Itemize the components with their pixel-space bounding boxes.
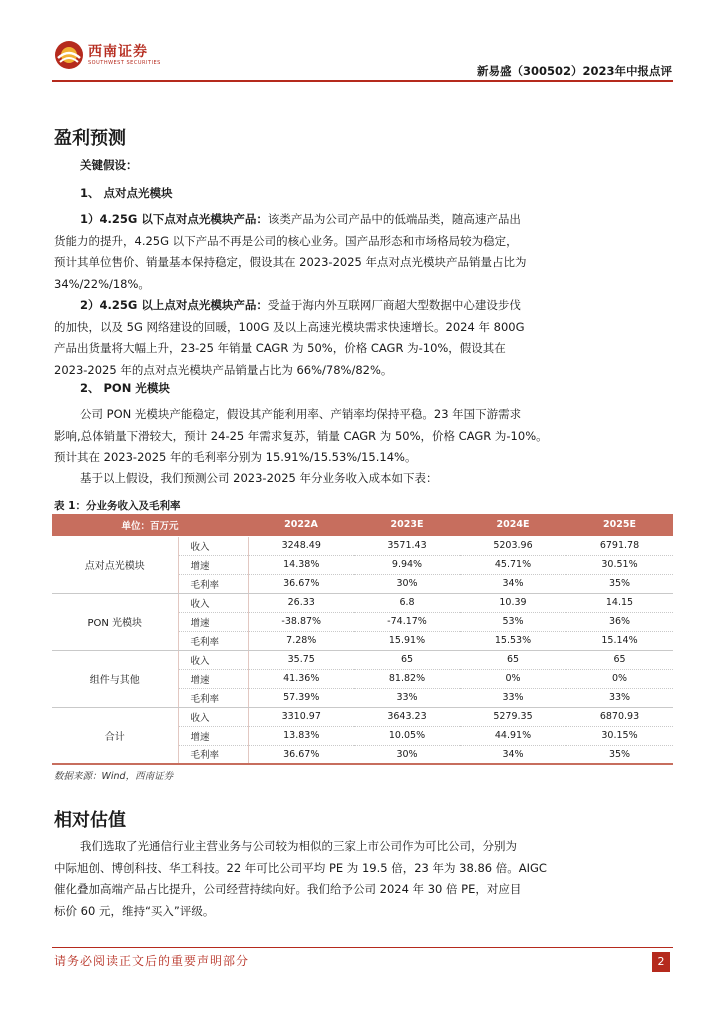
metric-cell: 毛利率	[178, 745, 248, 764]
footer-disclaimer: 请务必阅读正文后的重要声明部分	[54, 954, 250, 968]
value-cell: 30.51%	[566, 555, 673, 574]
value-cell: 6791.78	[566, 536, 673, 555]
valuation-line4: 标价 60 元，维持“买入”评级。	[54, 903, 215, 918]
valuation-line1: 我们选取了光通信行业主营业务与公司较为相似的三家上市公司作为可比公司，分别为	[80, 839, 517, 853]
key-assumptions-label: 关键假设：	[80, 158, 138, 172]
value-cell: 15.91%	[354, 631, 460, 650]
value-cell: 33%	[460, 688, 566, 707]
metric-cell: 收入	[178, 536, 248, 555]
valuation-line2: 中际旭创、博创科技、华工科技。22 年可比公司平均 PE 为 19.5 倍，23 年为 38.86 倍。AIGC	[54, 860, 547, 875]
year-header: 2022A	[248, 514, 354, 536]
value-cell: 15.14%	[566, 631, 673, 650]
value-cell: 7.28%	[248, 631, 354, 650]
value-cell: 44.91%	[460, 726, 566, 745]
valuation-line3: 催化叠加高端产品占比提升，公司经营持续向好。我们给予公司 2024 年 30 倍 PE，对应目	[54, 882, 522, 896]
value-cell: 15.53%	[460, 631, 566, 650]
value-cell: 0%	[566, 669, 673, 688]
value-cell: 30.15%	[566, 726, 673, 745]
table-row	[52, 593, 673, 612]
segment-cell: 组件与其他	[52, 650, 178, 707]
value-cell: 5279.35	[460, 707, 566, 726]
summary-line: 基于以上假设，我们预测公司 2023-2025 年分业务收入成本如下表：	[80, 471, 438, 485]
item1-sub2-label: 2）4.25G 以上点对点光模块产品：	[80, 298, 268, 312]
item1-sub1-label: 1）4.25G 以下点对点光模块产品：	[80, 212, 268, 226]
item2-title: 2、 PON 光模块	[80, 381, 170, 395]
item1-sub1-line4: 34%/22%/18%。	[54, 276, 150, 291]
financial-table	[52, 514, 673, 765]
value-cell: 0%	[460, 669, 566, 688]
item2-paragraph	[54, 404, 675, 469]
value-cell: 57.39%	[248, 688, 354, 707]
page-number: 2	[652, 952, 670, 972]
value-cell: 3248.49	[248, 536, 354, 555]
item1-sub1-line2: 货能力的提升，4.25G 以下产品不再是公司的核心业务。国产品形态和市场格局较为稳定，	[54, 233, 518, 248]
value-cell: 10.39	[460, 593, 566, 612]
value-cell: 35%	[566, 574, 673, 593]
segment-cell: PON 光模块	[52, 593, 178, 650]
metric-cell: 增速	[178, 726, 248, 745]
section-title-forecast: 盈利预测	[54, 128, 126, 149]
value-cell: 33%	[566, 688, 673, 707]
brand-name-en: SOUTHWEST SECURITIES	[88, 59, 161, 66]
metric-cell: 收入	[178, 650, 248, 669]
metric-cell: 收入	[178, 593, 248, 612]
item2-line2: 影响,总体销量下滑较大，预计 24-25 年需求复苏，销量 CAGR 为 50%，价格 CAGR 为-10%。	[54, 428, 548, 443]
value-cell: 65	[460, 650, 566, 669]
value-cell: 14.38%	[248, 555, 354, 574]
brand-logo-icon	[54, 40, 84, 70]
table-row	[52, 650, 673, 669]
item1-sub2-line4: 2023-2025 年的点对点光模块产品销量占比为 66%/78%/82%。	[54, 362, 393, 377]
item1-sub2-line3: 产品出货量将大幅上升，23-25 年销量 CAGR 为 50%，价格 CAGR 为-10%，假设其在	[54, 341, 506, 355]
value-cell: 33%	[354, 688, 460, 707]
value-cell: 5203.96	[460, 536, 566, 555]
segment-cell: 合计	[52, 707, 178, 764]
item2-line3: 预计其在 2023-2025 年的毛利率分别为 15.91%/15.53%/15.14%。	[54, 450, 417, 464]
item1-sub2-line1: 受益于海内外互联网厂商超大型数据中心建设步伐	[267, 298, 521, 312]
value-cell: 36%	[566, 612, 673, 631]
item1-sub2-paragraph	[54, 295, 675, 381]
financial-table-wrap	[52, 514, 673, 765]
year-header: 2023E	[354, 514, 460, 536]
brand-logo	[54, 40, 161, 70]
value-cell: -38.87%	[248, 612, 354, 631]
value-cell: 81.82%	[354, 669, 460, 688]
value-cell: 10.05%	[354, 726, 460, 745]
item1-sub1-line3: 预计其单位售价、销量基本保持稳定，假设其在 2023-2025 年点对点光模块产品销量占比为	[54, 255, 527, 269]
value-cell: 53%	[460, 612, 566, 631]
value-cell: 34%	[460, 745, 566, 764]
item2-line1: 公司 PON 光模块产能稳定，假设其产能利用率、产销率均保持平稳。23 年国下游需求	[80, 407, 522, 421]
item1-title: 1、 点对点光模块	[80, 186, 173, 200]
value-cell: 9.94%	[354, 555, 460, 574]
metric-cell: 增速	[178, 669, 248, 688]
section-title-valuation: 相对估值	[54, 810, 126, 831]
value-cell: 65	[354, 650, 460, 669]
value-cell: 3310.97	[248, 707, 354, 726]
item1-sub1-paragraph	[54, 209, 675, 295]
page-header	[0, 0, 724, 82]
metric-cell: 毛利率	[178, 688, 248, 707]
metric-cell: 增速	[178, 612, 248, 631]
value-cell: 30%	[354, 745, 460, 764]
value-cell: 26.33	[248, 593, 354, 612]
year-header: 2024E	[460, 514, 566, 536]
value-cell: 35%	[566, 745, 673, 764]
footer-divider	[52, 947, 673, 948]
table-header-row	[52, 514, 673, 536]
value-cell: 41.36%	[248, 669, 354, 688]
table-source: 数据来源：Wind，西南证券	[54, 771, 174, 782]
item1-sub1-line1: 该类产品为公司产品中的低端品类，随高速产品出	[267, 212, 521, 226]
value-cell: -74.17%	[354, 612, 460, 631]
metric-cell: 增速	[178, 555, 248, 574]
value-cell: 6.8	[354, 593, 460, 612]
table-caption: 表 1：分业务收入及毛利率	[54, 500, 181, 512]
value-cell: 35.75	[248, 650, 354, 669]
value-cell: 3643.23	[354, 707, 460, 726]
value-cell: 14.15	[566, 593, 673, 612]
value-cell: 65	[566, 650, 673, 669]
value-cell: 13.83%	[248, 726, 354, 745]
metric-cell: 收入	[178, 707, 248, 726]
table-row	[52, 707, 673, 726]
report-title: 新易盛（300502）2023年中报点评	[476, 64, 672, 78]
year-header: 2025E	[566, 514, 673, 536]
value-cell: 30%	[354, 574, 460, 593]
table-row	[52, 536, 673, 555]
value-cell: 3571.43	[354, 536, 460, 555]
brand-name-cn: 西南证券	[88, 43, 148, 60]
segment-cell: 点对点光模块	[52, 536, 178, 593]
value-cell: 36.67%	[248, 574, 354, 593]
value-cell: 6870.93	[566, 707, 673, 726]
metric-cell: 毛利率	[178, 631, 248, 650]
metric-cell: 毛利率	[178, 574, 248, 593]
value-cell: 36.67%	[248, 745, 354, 764]
value-cell: 45.71%	[460, 555, 566, 574]
value-cell: 34%	[460, 574, 566, 593]
item1-sub2-line2: 的加快，以及 5G 网络建设的回暖，100G 及以上高速光模块需求快速增长。2024 年 800G	[54, 319, 525, 334]
header-divider	[52, 80, 673, 82]
unit-header: 单位：百万元	[52, 514, 248, 536]
valuation-paragraph	[54, 836, 675, 922]
